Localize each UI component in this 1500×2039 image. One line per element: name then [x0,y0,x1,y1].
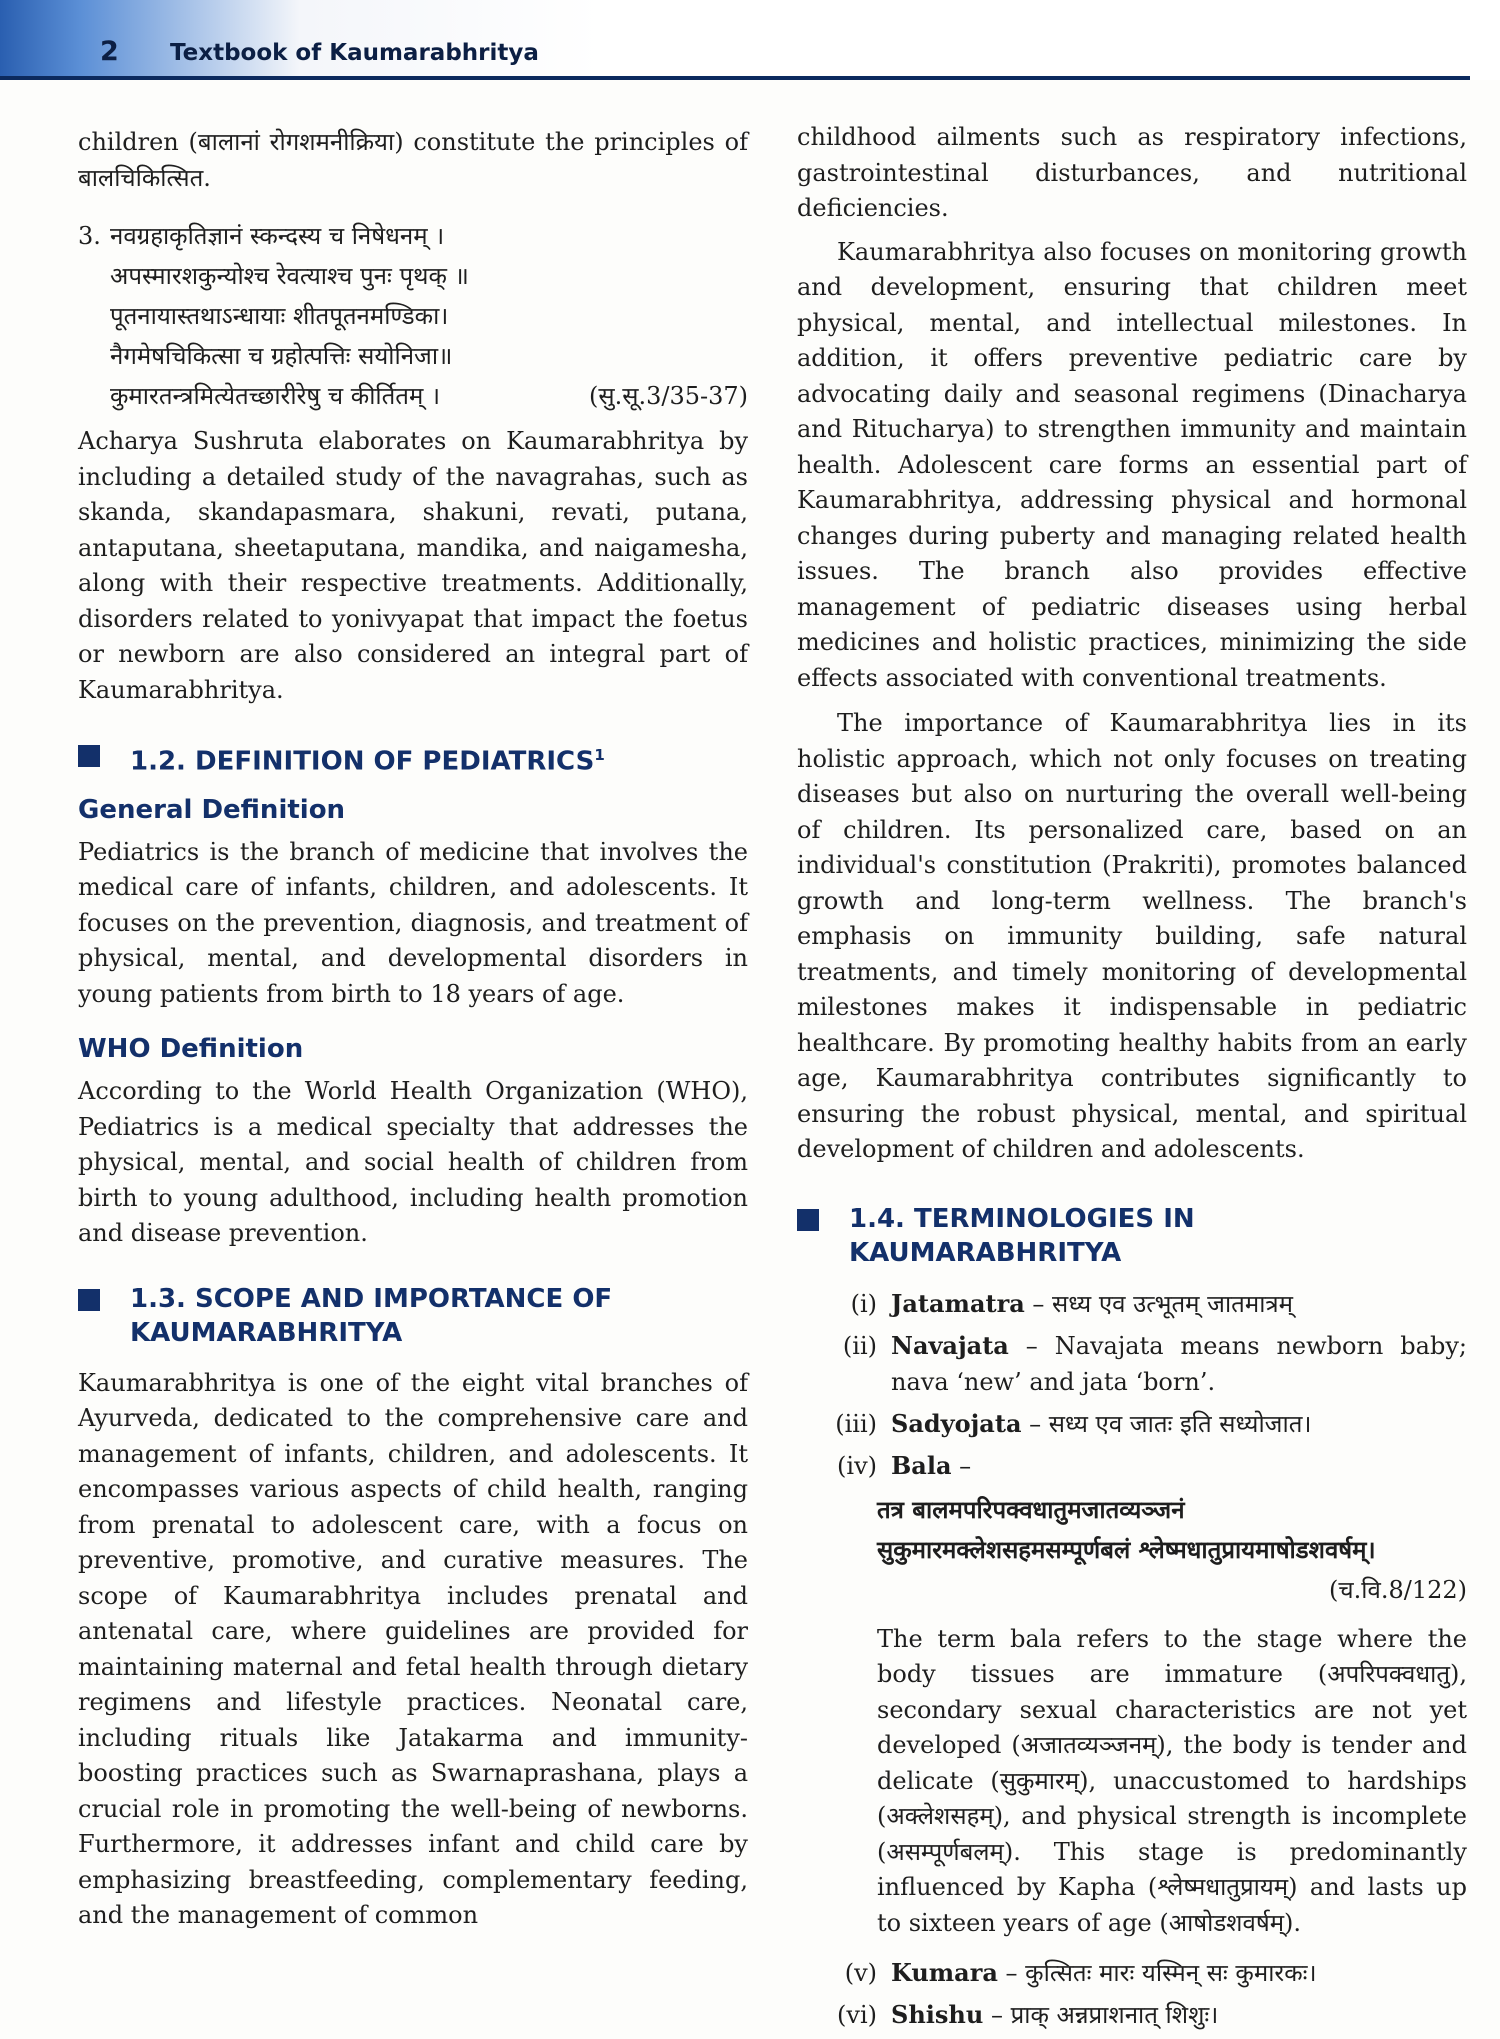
bala-reference: (च.वि.8/122) [1329,1575,1467,1604]
sloka-line: 3. नवग्रहाकृतिज्ञानं स्कन्दस्य च निषेधनम् । [78,216,748,256]
term-item: (vi) Shishu – प्राक् अन्नप्राशनात् शिशुः। [837,2000,1219,2029]
sloka-line: पूतनायास्तथाऽन्धायाः शीतपूतनमण्डिका। [110,302,449,330]
term-item: (i) Jatamatra – सध्य एव उत्भूतम् जातमात्रम् [850,1288,1294,1318]
continuation-paragraph: childhood ailments such as respiratory infections, gastrointestinal disturbances, and nutritional deficiencies. [797,123,1467,222]
sloka-number: 3. [78,222,101,250]
header-rule [0,76,1470,80]
section-square-icon [797,1209,819,1231]
section-heading-1-3: 1.3. SCOPE AND IMPORTANCE OF KAUMARABHRITYA [78,1282,748,1350]
right-column [797,120,1467,2039]
growth-paragraph: Kaumarabhritya also focuses on monitoring growth and development, ensuring that children meet physical, mental, and intellectual milestones. In addition, it offers preventive pediatric care by advocating daily and seasonal regimens (Dinacharya and Ritucharya) to strengthen immunity and maintain health. Adolescent care forms an essential part of Kaumarabhritya, addressing physical and hormonal changes during puberty and managing related health issues. The branch also provides effective management of pediatric diseases using herbal medicines and holistic practices, minimizing the side effects associated with conventional treatments. [797,237,1467,692]
sloka-line: अपस्मारशकुन्योश्च रेवत्याश्च पुनः पृथक् ॥ [110,262,469,290]
who-definition-heading: WHO Definition [78,1034,304,1065]
left-column [78,125,748,1934]
scope-paragraph: Kaumarabhritya is one of the eight vital branches of Ayurveda, dedicated to the comprehensive care and management of infants, children, and adolescents. It encompasses various aspects of child health, ranging from prenatal to adolescent care, with a focus on preventive, promotive, and curative measures. The scope of Kaumarabhritya includes prenatal and antenatal care, where guidelines are provided for maintaining maternal and fetal health through dietary regimens and lifestyle practices. Neonatal care, including rituals like Jatakarma and immunity-boosting practices such as Swarnaprashana, plays a crucial role in promoting the well-being of newborns. Furthermore, it addresses infant and child care by emphasizing breastfeeding, complementary feeding, and the management of common [78,1368,748,1930]
general-definition-text: Pediatrics is the branch of medicine that involves the medical care of infants, children, and adolescents. It focuses on the prevention, diagnosis, and treatment of physical, mental, and developmental disorders in young patients from birth to 18 years of age. [78,837,748,1008]
bala-sloka-line: तत्र बालमपरिपक्वधातुमजातव्यञ्जनं [877,1494,1185,1524]
sushruta-sloka [78,216,748,416]
term-item: (v) Kumara – कुत्सितः मारः यस्मिन् सः कुमारकः। [844,1958,1317,1987]
who-definition-text: According to the World Health Organization (WHO), Pediatrics is a medical specialty that addresses the physical, mental, and social health of children from birth to young adulthood, including health promotion and disease prevention. [78,1077,748,1248]
bala-sloka [877,1490,1467,1570]
page-number: 2 [100,36,119,67]
bala-explanation: The term bala refers to the stage where the body tissues are immature (अपरिपक्वधातु), secondary sexual characteristics are not yet developed (अजातव्यञ्जनम्), the body is tender and delicate (सुकुमारम्), unaccustomed to hardships (अक्लेशसहम्), and physical strength is incomplete (असम्पूर्णबलम्). This stage is predominantly influenced by Kapha (श्लेष्मधातुप्रायम्) and lasts up to sixteen years of age (आषोडशवर्षम्). [877,1624,1467,1937]
term-item: (iii) Sadyojata – सध्य एव जातः इति सध्योजात। [835,1408,1312,1438]
sloka-line: नैगमेषचिकित्सा च ग्रहोत्पत्तिः सयोनिजा॥ [110,342,453,370]
section-square-icon [78,1289,100,1311]
running-title: Textbook of Kaumarabhritya [170,40,539,66]
footnote-marker: 1 [594,746,605,764]
importance-paragraph: The importance of Kaumarabhritya lies in its holistic approach, which not only focuses on treating diseases but also on nurturing the overall well-being of children. Its personalized care, based on an individual's constitution (Prakriti), promotes balanced growth and long-term wellness. The branch's emphasis on immunity building, safe natural treatments, and timely monitoring of developmental milestones makes it indispensable in pediatric healthcare. By promoting healthy habits from an early age, Kaumarabhritya contributes significantly to ensuring the robust physical, mental, and spiritual development of children and adolescents. [797,709,1467,1163]
section-square-icon [78,745,100,767]
section-heading-1-2: 1.2. DEFINITION OF PEDIATRICS$^1$ [78,738,748,779]
intro-paragraph: children (बालानां रोगशमनीक्रिया) constitute the principles of बालचिकित्सित. [78,128,748,192]
sloka-line: कुमारतन्त्रमित्येतच्छारीरेषु च कीर्तितम् । (सु.सू.3/35-37) [78,376,748,416]
term-item: (iv) Bala – [837,1450,972,1480]
general-definition-heading: General Definition [78,794,346,825]
sloka-reference: (सु.सू.3/35-37) [589,382,748,410]
sushruta-paragraph: Acharya Sushruta elaborates on Kaumarabhritya by including a detailed study of the navagrahas, such as skanda, skandapasmara, shakuni, revati, putana, antaputana, sheetaputana, mandika, and naigamesha, along with their respective treatments. Additionally, disorders related to yonivyapat that impact the foetus or newborn are also considered an integral part of Kaumarabhritya. [78,427,748,704]
section-heading-1-4: 1.4. TERMINOLOGIES IN KAUMARABHRITYA [797,1202,1467,1270]
term-item: (ii) Navajata – Navajata means newborn baby; nava ‘new’ and jata ‘born’. [842,1330,1467,1396]
bala-sloka-line: सुकुमारमक्लेशसहमसम्पूर्णबलं श्लेष्मधातुप्रायमाषोडशवर्षम्। [877,1534,1376,1564]
